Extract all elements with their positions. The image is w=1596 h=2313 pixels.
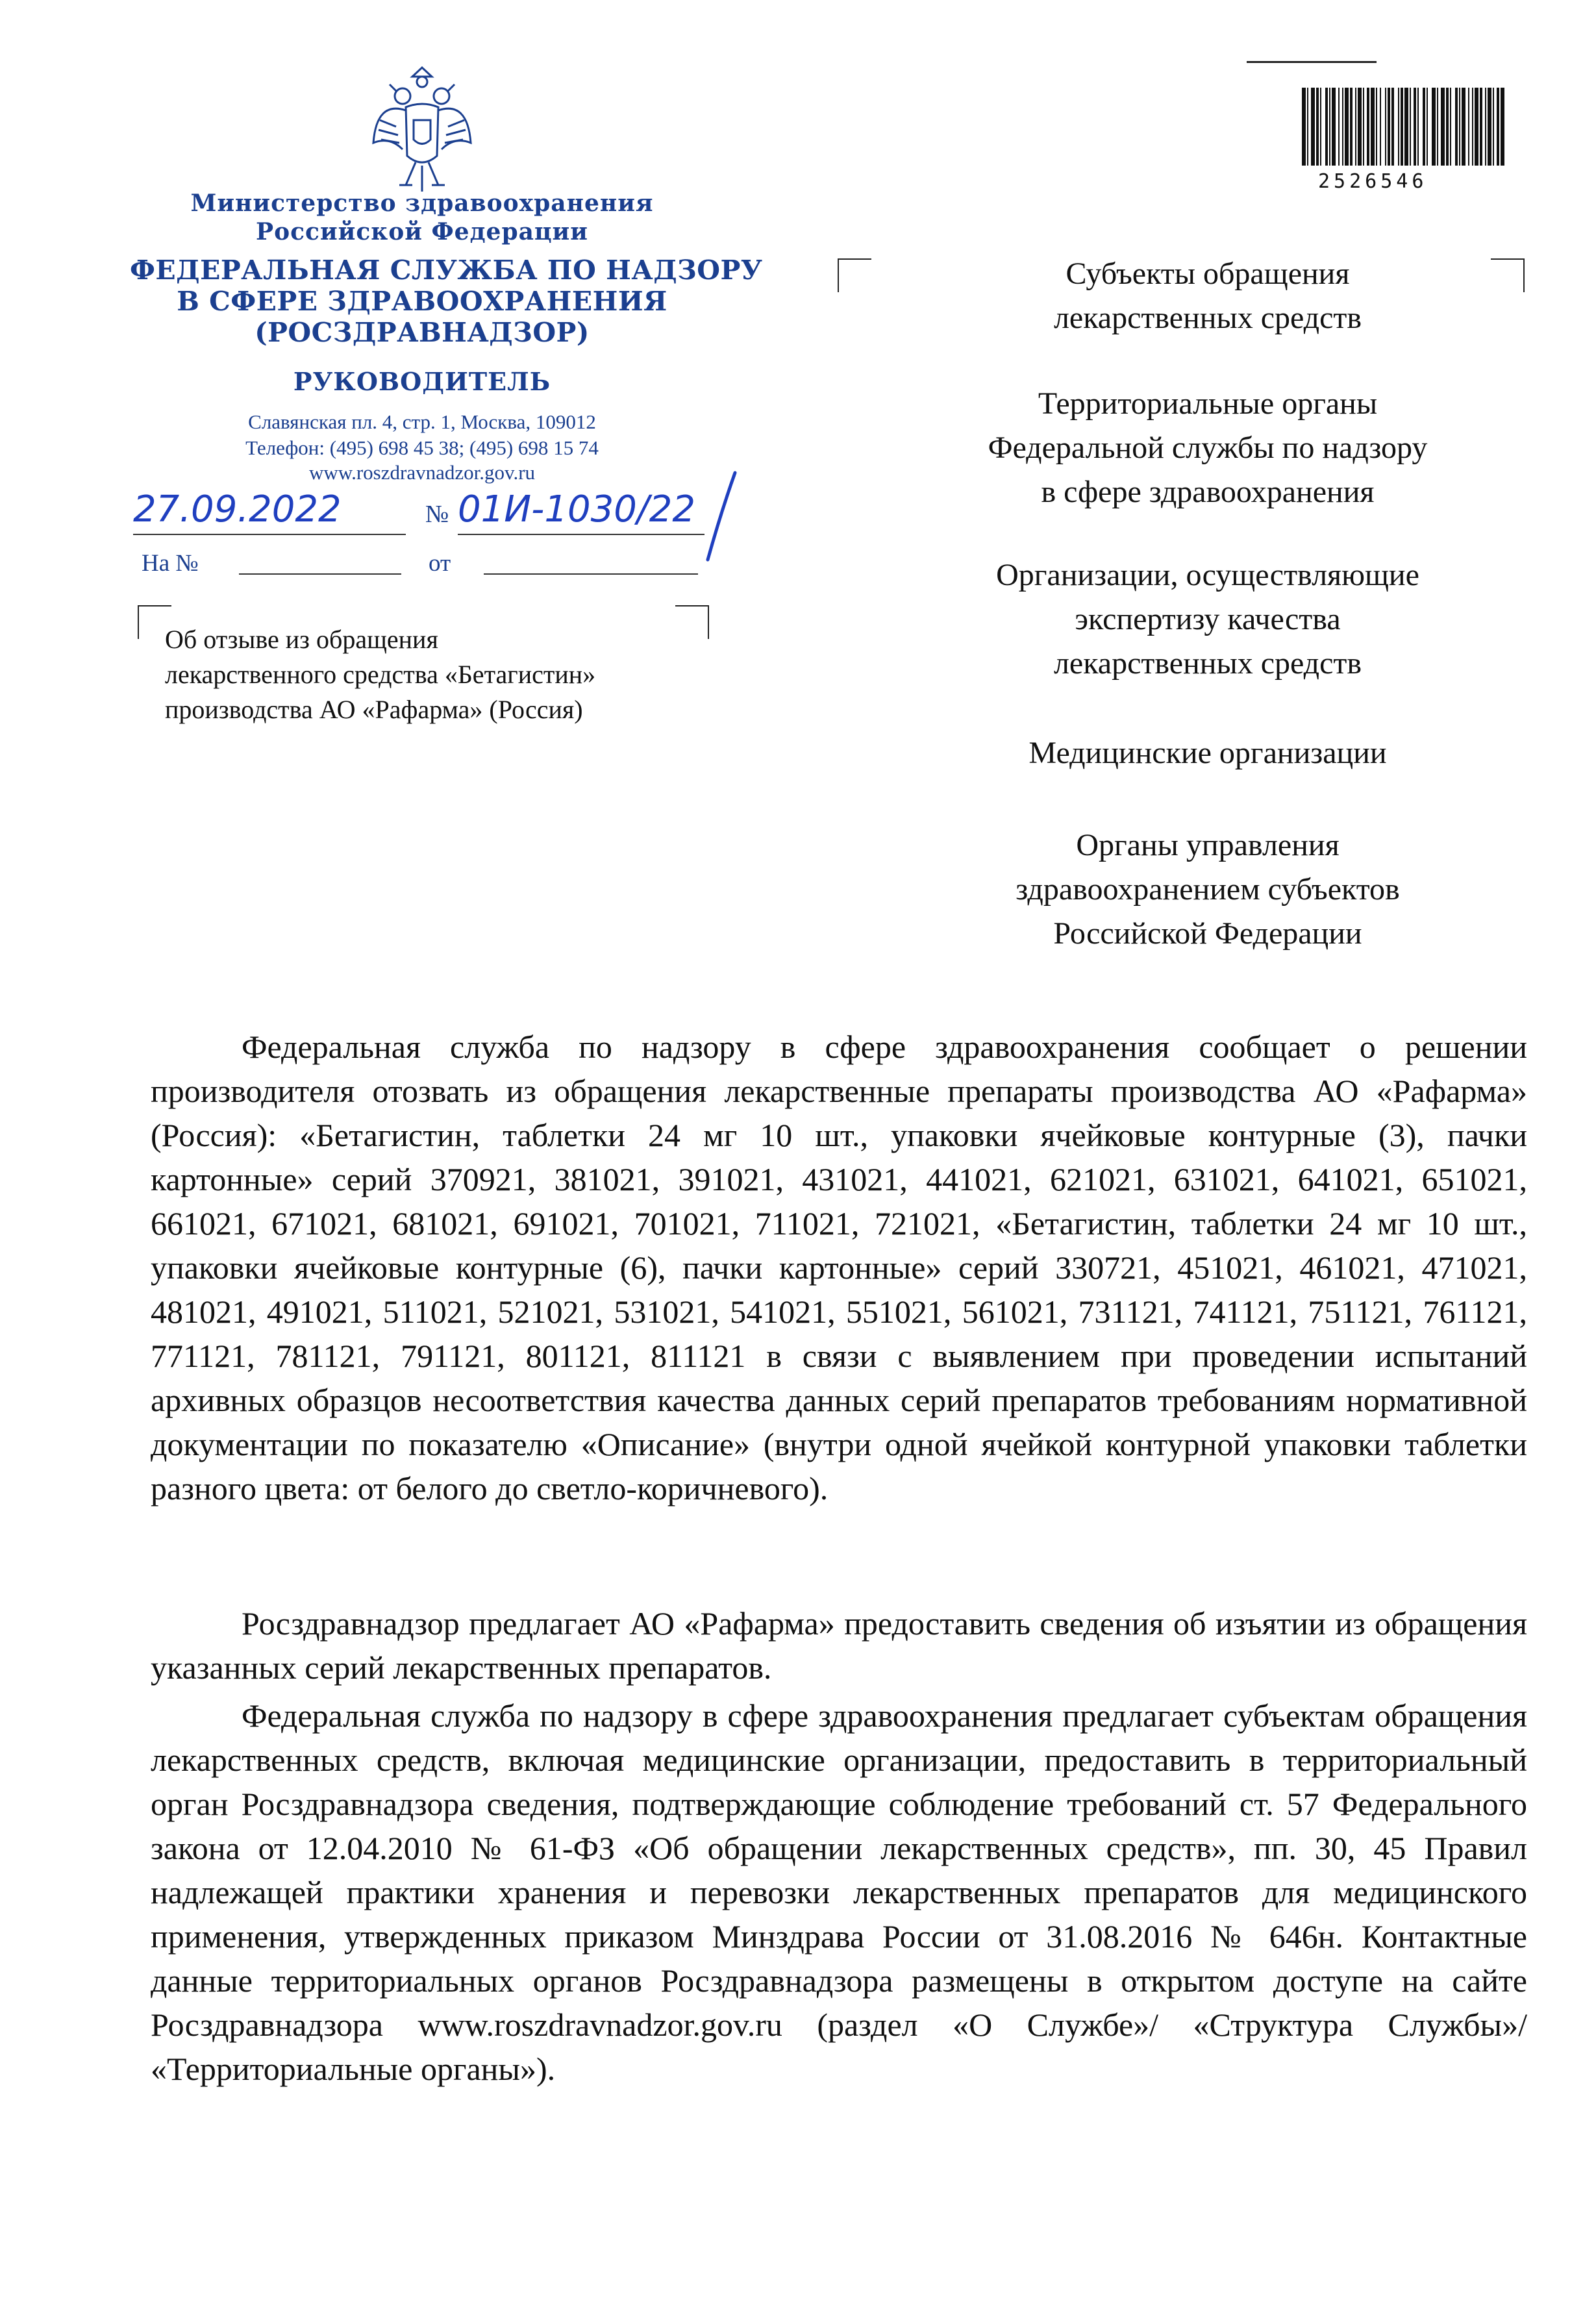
subject-corner-right bbox=[675, 605, 709, 639]
recipient-line: здравоохранением субъектов bbox=[1016, 872, 1400, 906]
recipient-group bbox=[890, 382, 1526, 514]
registration-number: 01И-1030/22 bbox=[458, 488, 695, 531]
recipient-line: Субъекты обращения bbox=[1066, 256, 1350, 291]
phone: Телефон: (495) 698 45 38; (495) 698 15 74 bbox=[245, 436, 599, 459]
date-underline bbox=[133, 534, 406, 535]
recipient-line: Территориальные органы bbox=[1038, 386, 1378, 421]
recipient-line: Организации, осуществляющие bbox=[996, 558, 1419, 592]
recipient-group bbox=[890, 731, 1526, 775]
service-name-line2: В СФЕРЕ ЗДРАВООХРАНЕНИЯ bbox=[177, 286, 667, 317]
website: www.roszdravnadzor.gov.ru bbox=[308, 461, 536, 484]
body-paragraph-2 bbox=[151, 1601, 1527, 1690]
reply-date-line bbox=[484, 573, 698, 575]
head-title: РУКОВОДИТЕЛЬ bbox=[293, 367, 551, 396]
barcode-icon bbox=[1301, 88, 1507, 166]
recipient-group bbox=[890, 823, 1526, 956]
recipient-line: Федеральной службы по надзору bbox=[988, 431, 1428, 465]
recipient-line: лекарственных средств bbox=[1053, 301, 1362, 335]
recipient-line: экспертизу качества bbox=[1075, 602, 1341, 636]
ink-stroke-icon bbox=[701, 468, 740, 565]
recipient-group bbox=[890, 252, 1526, 340]
subject-line2: лекарственного средства «Бетагистин» bbox=[165, 660, 596, 689]
body-text: Росздравнадзор предлагает АО «Рафарма» предоставить сведения об изъятии из обращения указанных серий лекарственных препаратов. bbox=[151, 1605, 1527, 1686]
recipient-line: Органы управления bbox=[1076, 828, 1340, 862]
recipient-line: в сфере здравоохранения bbox=[1041, 475, 1375, 509]
coat-of-arms-icon bbox=[367, 65, 477, 195]
reply-to-label: На № bbox=[142, 550, 199, 577]
recipient-group bbox=[890, 553, 1526, 686]
body-paragraph-1 bbox=[151, 1025, 1527, 1510]
recipient-line: Медицинские организации bbox=[1029, 736, 1387, 770]
recipient-line: Российской Федерации bbox=[1053, 916, 1362, 951]
subject-line1: Об отзыве из обращения bbox=[165, 625, 438, 654]
barcode-number: 2526546 bbox=[1318, 170, 1428, 193]
body-text: Федеральная служба по надзору в сфере здравоохранения предлагает субъектам обращения лекарственных средств, включая медицинские организации, предоставить в территориальный орган Росздравнадзора сведения, подтверждающие соблюдение требований ст. 57 Федерального закона от 12.04.2010 № 61-ФЗ «Об обращении лекарственных средств», пп. 30, 45 Правил надлежащей практики хранения и перевозки лекарственных препаратов для медицинского применения, утвержденных приказом Минздрава России от 31.08.2016 № 646н. Контактные данные территориальных органов Росздравнадзора размещены в открытом доступе на сайте Росздравнадзора www.roszdravnadzor.gov.ru (раздел «О Службе»/ «Структура Службы»/ «Территориальные органы»). bbox=[151, 1697, 1527, 2087]
recipients-corner-left bbox=[838, 258, 871, 292]
reply-from-label: от bbox=[429, 550, 451, 577]
service-abbreviation: (РОСЗДРАВНАДЗОР) bbox=[255, 317, 590, 348]
number-sign: № bbox=[425, 501, 449, 528]
subject-line3: производства АО «Рафарма» (Россия) bbox=[165, 695, 583, 724]
address: Славянская пл. 4, стр. 1, Москва, 109012 bbox=[248, 410, 596, 433]
barcode-rule bbox=[1247, 61, 1377, 63]
registration-date: 27.09.2022 bbox=[133, 488, 342, 531]
ministry-country: Российской Федерации bbox=[256, 218, 588, 245]
service-name-line1: ФЕДЕРАЛЬНАЯ СЛУЖБА ПО НАДЗОРУ bbox=[130, 255, 763, 286]
ministry-name: Министерство здравоохранения bbox=[190, 190, 654, 217]
body-text: Федеральная служба по надзору в сфере здравоохранения сообщает о решении производителя отозвать из обращения лекарственные препараты производства АО «Рафарма» (Россия): «Бетагистин, таблетки 24 мг 10 шт., упаковки ячейковые контурные (3), пачки картонные» серий 370921, 381021, 391021, 431021, 441021, 621021, 631021, 641021, 651021, 661021, 671021, 681021, 691021, 701021, 711021, 721021, «Бетагистин, таблетки 24 мг 10 шт., упаковки ячейковые контурные (6), пачки картонные» серий 330721, 451021, 461021, 471021, 481021, 491021, 511021, 521021, 531021, 541021, 551021, 561021, 731121, 741121, 751121, 761121, 771121, 781121, 791121, 801121, 811121 в связи с выявлением при проведении испытаний архивных образцов несоответствия качества данных серий препаратов требованиям нормативной документации по показателю «Описание» (внутри одной ячейкой контурной упаковки таблетки разного цвета: от белого до светло-коричневого). bbox=[151, 1029, 1527, 1507]
body-paragraph-3 bbox=[151, 1694, 1527, 2091]
reply-number-line bbox=[239, 573, 401, 575]
recipient-line: лекарственных средств bbox=[1053, 646, 1362, 681]
number-underline bbox=[458, 534, 704, 535]
